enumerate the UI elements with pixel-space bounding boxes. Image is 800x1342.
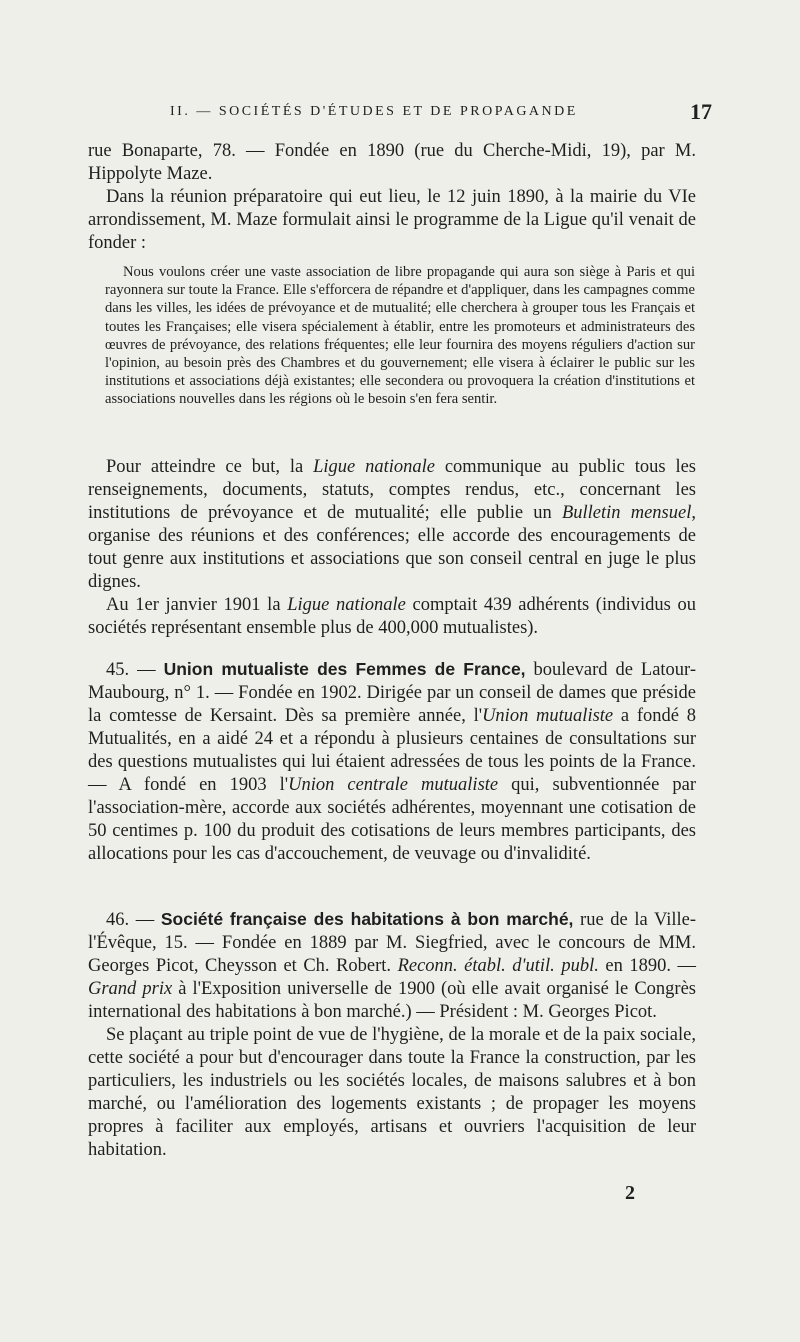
entry-45-paragraph: 45. — Union mutualiste des Femmes de France, boulevard de Latour-Maubourg, n° 1. — Fondée en 1902. Dirigée par un conseil de dames que préside la comtesse de Kersaint. Dès sa première année, l'Union mutualiste a fondé 8 Mutualités, en a aidé 24 et a répondu à plusieurs centaines de consultations sur des questions mutualistes qui lui étaient adressées de tous les points de la France. — A fondé en 1903 l'Union centrale mutualiste qui, subventionnée par l'association-mère, accorde aux sociétés adhérentes, moyennant une cotisation de 50 centimes p. 100 du produit des cotisations de leurs membres participants, des allocations pour les cas d'accouchement, de veuvage ou d'invalidité. [88, 659, 697, 864]
entry-title: Union mutualiste des Femmes de France, [163, 659, 526, 679]
running-title: II. — SOCIÉTÉS D'ÉTUDES ET DE PROPAGANDE [170, 104, 578, 119]
entry-45 [88, 658, 696, 866]
intro-paragraph-1: rue Bonaparte, 78. — Fondée en 1890 (rue du Cherche-Midi, 19), par M. Hippolyte Maze. [88, 141, 696, 184]
entry-number: 46. — [106, 910, 161, 930]
signature-mark: 2 [625, 1182, 635, 1204]
intro-section [88, 140, 696, 255]
ligue-paragraph-1: Pour atteindre ce but, la Ligue nationale communique au public tous les renseignements, documents, statuts, comptes rendus, etc., concernant les institutions de prévoyance et de mutualité; elle publie un Bulletin mensuel, organise des réunions et des conférences; elle accorde des encouragements de tout genre aux institutions et associations que son conseil central en juge le plus dignes. [88, 457, 697, 592]
entry-title: Société française des habitations à bon marché, [160, 909, 574, 929]
entry-46 [88, 908, 696, 1162]
page-number: 17 [690, 99, 712, 124]
quote-text: Nous voulons créer une vaste association de libre propagande qui aura son siège à Paris et qui rayonnera sur toute la France. Elle s'efforcera de répandre et d'appliquer, dans les campagnes comme dans les villes, les idées de prévoyance et de mutualité; elle cherchera à grouper tous les Français et toutes les Françaises; elle visera spécialement à établir, entre les promoteurs et administrateurs des œuvres de prévoyance, des relations fréquentes; elle leur fournira des moyens réguliers d'action sur l'opinion, au besoin près des Chambres et du gouvernement; elle visera à éclairer le public sur les institutions et associations déjà existantes; elle secondera ou provoquera la création d'institutions et associations nouvelles dans les régions où le besoin s'en fera sentir. [105, 264, 695, 408]
intro-paragraph-2: Dans la réunion préparatoire qui eut lieu, le 12 juin 1890, à la mairie du VIe arrondissement, M. Maze formulait ainsi le programme de la Ligue qu'il venait de fonder : [88, 187, 696, 253]
entry-46-paragraph-1: 46. — Société française des habitations à bon marché, rue de la Ville-l'Évêque, 15. — Fondée en 1889 par M. Siegfried, avec le concours de MM. Georges Picot, Cheysson et Ch. Robert. Reconn. établ. d'util. publ. en 1890. — Grand prix à l'Exposition universelle de 1900 (où elle avait organisé le Congrès international des habitations à bon marché.) — Président : M. Georges Picot. [88, 909, 697, 1022]
running-header [90, 96, 718, 126]
block-quote [105, 263, 695, 409]
entry-number: 45. — [106, 660, 164, 680]
ligue-section [88, 456, 696, 640]
ligue-paragraph-2: Au 1er janvier 1901 la Ligue nationale comptait 439 adhérents (individus ou sociétés représentant ensemble plus de 400,000 mutualistes). [88, 595, 696, 638]
entry-46-paragraph-2: Se plaçant au triple point de vue de l'hygiène, de la morale et de la paix sociale, cette société a pour but d'encourager dans toute la France la construction, par les particuliers, les industriels ou les sociétés locales, de maisons salubres et à bon marché, ou l'amélioration des logements existants ; de propager les moyens propres à faciliter aux employés, artisans et ouvriers l'acquisition de leur habitation. [88, 1025, 696, 1160]
